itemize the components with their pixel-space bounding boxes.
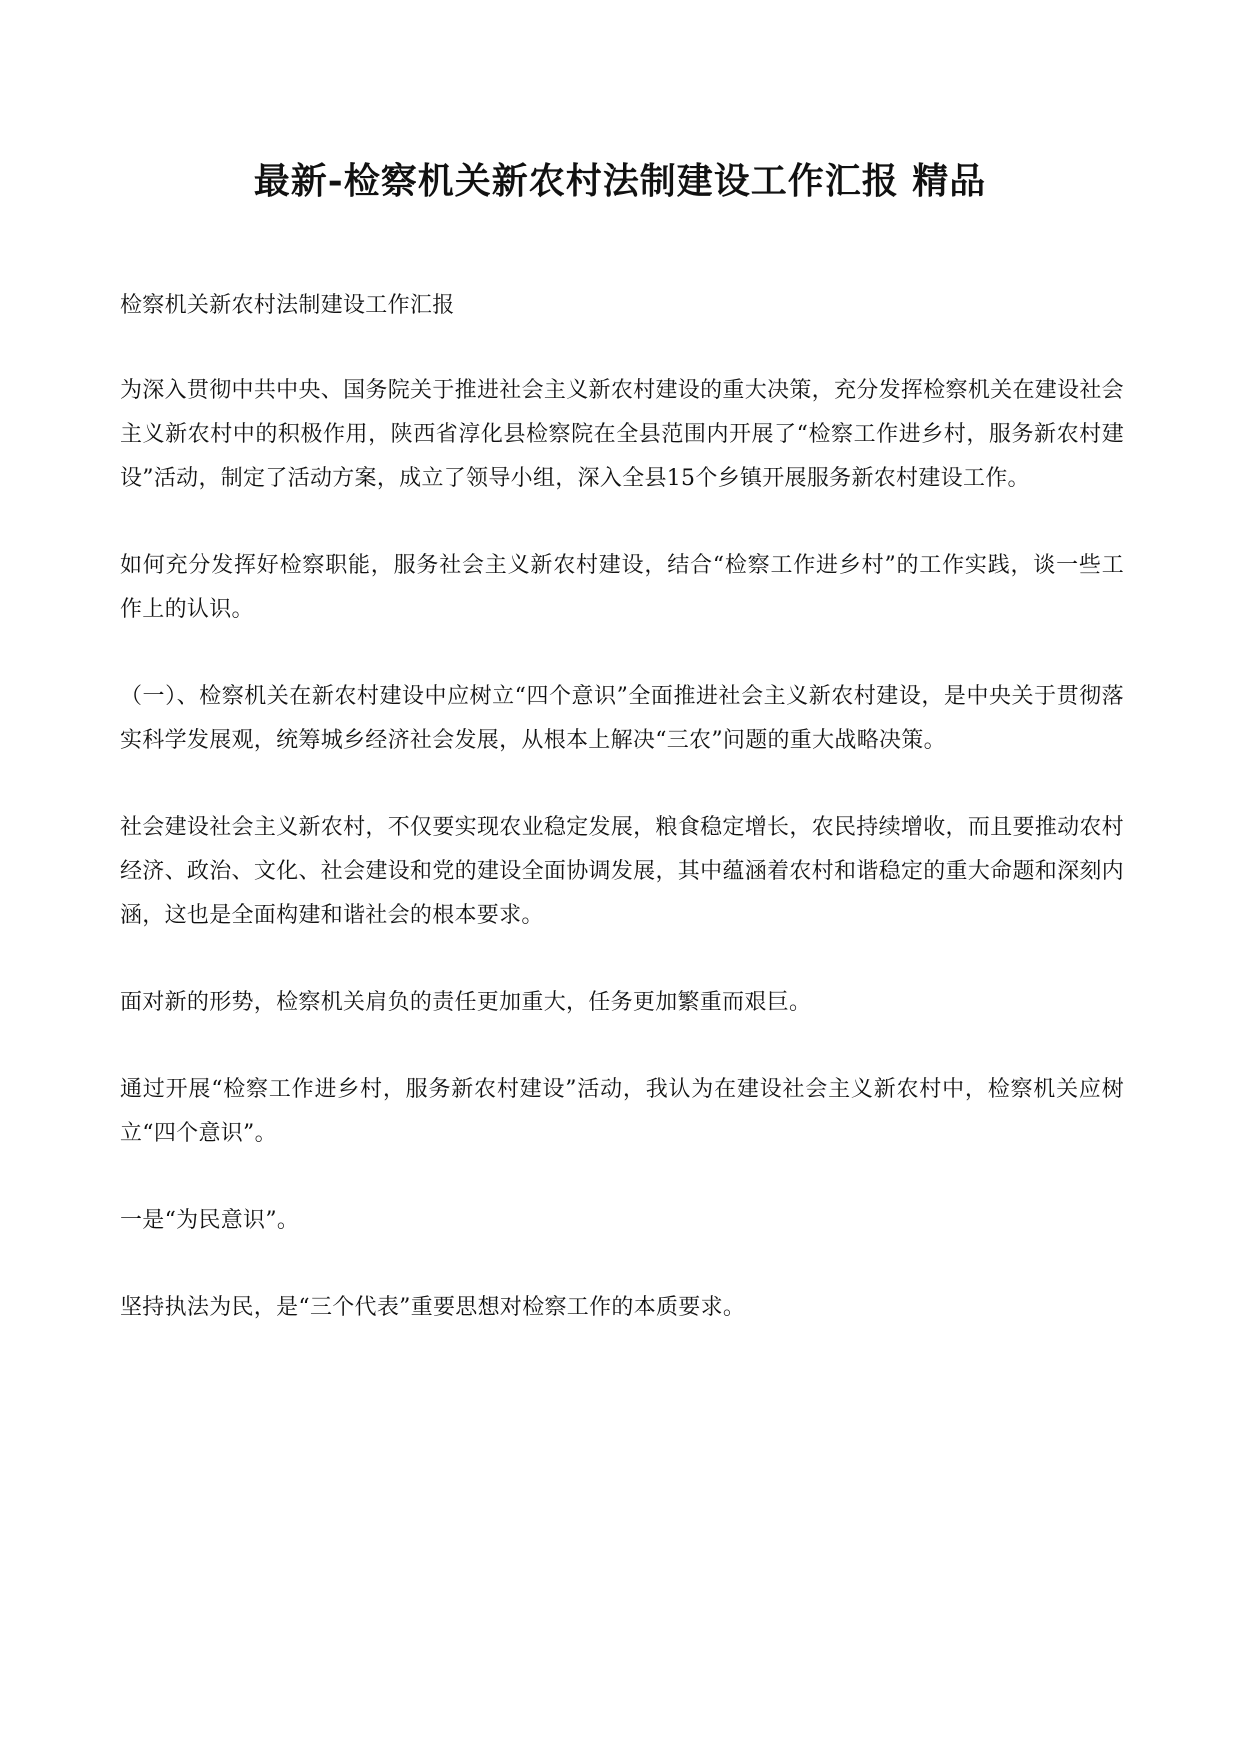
paragraph-3: （一）、检察机关在新农村建设中应树立“四个意识”全面推进社会主义新农村建设，是中央关于贯彻落实科学发展观，统筹城乡经济社会发展，从根本上解决“三农”问题的重大战略决策。 [120, 684, 1124, 753]
paragraph-8: 坚持执法为民，是“三个代表”重要思想对检察工作的本质要求。 [120, 1295, 746, 1320]
document-subtitle: 检察机关新农村法制建设工作汇报 [120, 293, 455, 318]
paragraph-4: 社会建设社会主义新农村，不仅要实现农业稳定发展，粮食稳定增长，农民持续增收，而且要推动农村经济、政治、文化、社会建设和党的建设全面协调发展，其中蕴涵着农村和谐稳定的重大命题和深刻内涵，这也是全面构建和谐社会的根本要求。 [120, 815, 1124, 928]
paragraph-1: 为深入贯彻中共中央、国务院关于推进社会主义新农村建设的重大决策，充分发挥检察机关在建设社会主义新农村中的积极作用，陕西省淳化县检察院在全县范围内开展了“检察工作进乡村，服务新农村建设”活动，制定了活动方案，成立了领导小组，深入全县15个乡镇开展服务新农村建设工作。 [120, 378, 1124, 491]
paragraph-2: 如何充分发挥好检察职能，服务社会主义新农村建设，结合“检察工作进乡村”的工作实践，谈一些工作上的认识。 [120, 553, 1124, 622]
document-body [120, 284, 1124, 1373]
paragraph-6: 通过开展“检察工作进乡村，服务新农村建设”活动，我认为在建设社会主义新农村中，检察机关应树立“四个意识”。 [120, 1077, 1124, 1146]
document-title: 最新-检察机关新农村法制建设工作汇报 精品 [253, 160, 987, 202]
paragraph-7: 一是“为民意识”。 [120, 1208, 300, 1233]
paragraph-5: 面对新的形势，检察机关肩负的责任更加重大，任务更加繁重而艰巨。 [120, 990, 812, 1015]
